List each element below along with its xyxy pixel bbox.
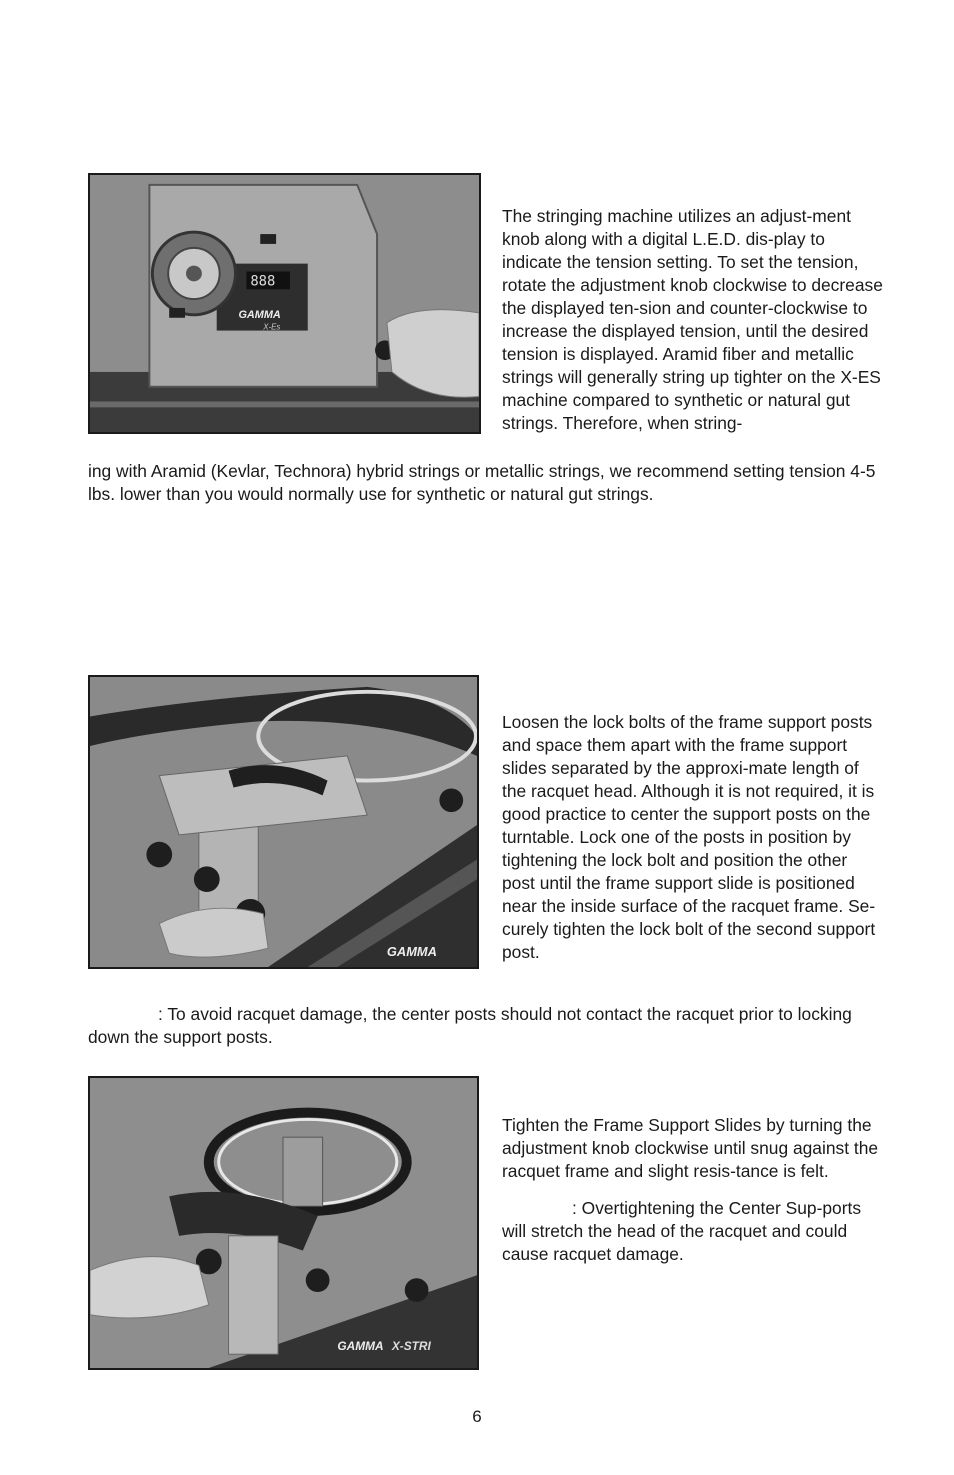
section2-wrap-text (502, 711, 884, 964)
slide-instructions: Tighten the Frame Support Slides by turning the adjustment knob clockwise until snug against the racquet frame and slight resis-tance is felt. (502, 1115, 879, 1181)
model-label: X-STRI (391, 1339, 431, 1354)
photo-frame-support-slides (88, 1076, 479, 1370)
model-label: X-Es (263, 322, 281, 332)
brand-logo: GAMMA (386, 944, 437, 960)
section1-full-text (88, 460, 888, 506)
brand-logo: GAMMA (238, 308, 281, 321)
page-number: 6 (472, 1407, 482, 1426)
brand-logo: GAMMA (337, 1339, 384, 1354)
section3-wrap-text (502, 1114, 884, 1266)
photo-frame-support-posts (88, 675, 479, 969)
section1-wrap-text (502, 205, 884, 435)
tension-instructions: The stringing machine utilizes an adjust-ment knob along with a digital L.E.D. dis-play to indicate the tension setting. To set the tension, rotate the adjustment knob clockwise to decrease the displayed ten-sion and counter-clockwise to increase the displayed tension, until the desired tension is displayed. Aramid fiber and metallic strings will generally string up tighter on the X-ES machine compared to synthetic or natural gut strings. Therefore, when string- (502, 206, 883, 433)
slide-caution (502, 1197, 884, 1266)
photo-tension-knob (88, 173, 481, 434)
tension-recommendation: ing with Aramid (Kevlar, Technora) hybrid strings or metallic strings, we recommend setting tension 4-5 lbs. lower than you would normally use for synthetic or natural gut strings. (88, 461, 876, 504)
section2-note (88, 1003, 888, 1049)
support-post-instructions: Loosen the lock bolts of the frame support posts and space them apart with the frame support slides separated by the approxi-mate length of the racquet head. Although it is not required, it is good practice to center the support posts on the turntable. Lock one of the posts in position by tightening the lock bolt and position the other post until the frame support slide is positioned near the inside surface of the racquet frame. Se-curely tighten the lock bolt of the second support post. (502, 712, 876, 962)
support-post-caution: : To avoid racquet damage, the center posts should not contact the racquet prior to locking down the support posts. (88, 1004, 852, 1047)
slide-caution-text: : Overtightening the Center Sup-ports will stretch the head of the racquet and could cause racquet damage. (502, 1198, 862, 1264)
led-display: 888 (250, 273, 276, 290)
